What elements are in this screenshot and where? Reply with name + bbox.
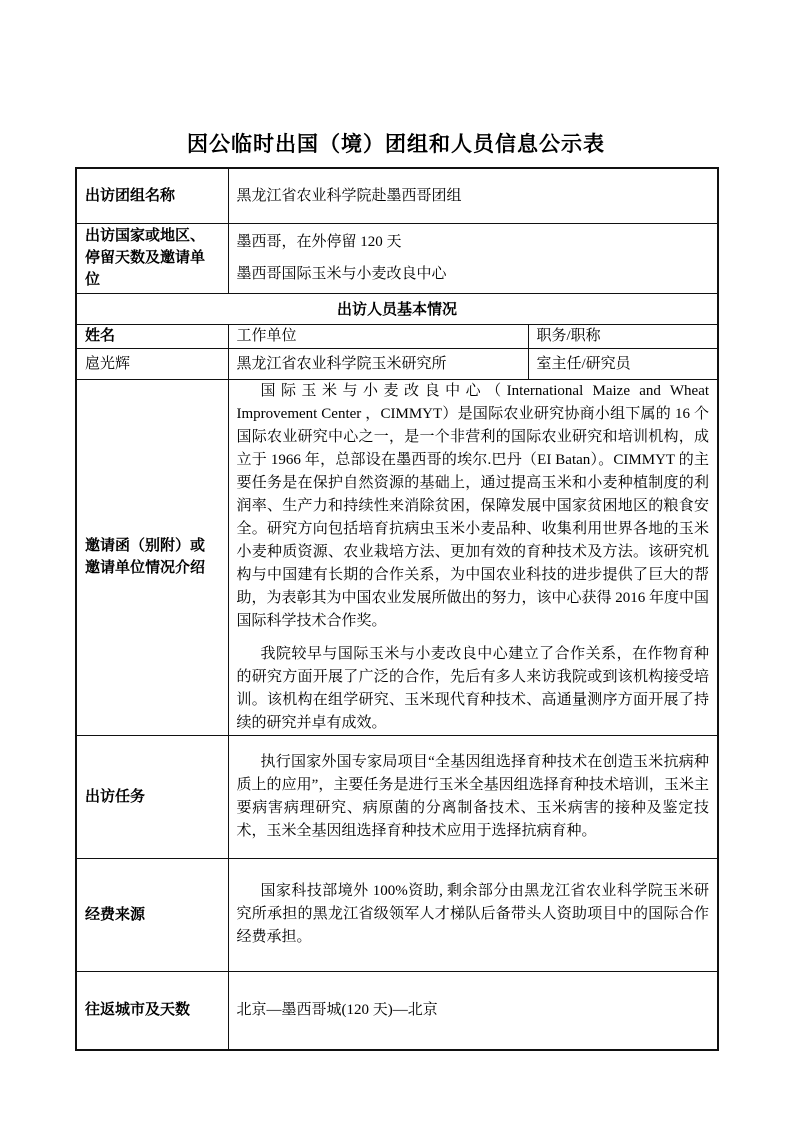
funding-paragraph: 国家科技部境外 100%资助, 剩余部分由黑龙江省农业科学院玉米研究所承担的黑龙江省级领军人才梯队后备带头人资助项目中的国际合作经费承担。 (236, 883, 710, 945)
table-row-group-name (76, 168, 718, 223)
table-row-section-header (76, 293, 718, 324)
table-row-funding (76, 858, 718, 971)
mission-label: 出访任务 (76, 735, 228, 858)
invitation-paragraph-2: 我院较早与国际玉米与小麦改良中心建立了合作关系，在作物育种的研究方面开展了广泛的合作，先后有多人来访我院或到该机构接受培训。该机构在组学研究、玉米现代育种技术、高通量测序方面开展了持续的研究并卓有成效。 (236, 645, 710, 731)
personnel-header-position: 职务/职称 (528, 324, 718, 348)
destination-label: 出访国家或地区、停留天数及邀请单位 (76, 223, 228, 293)
invitation-label: 邀请函（别附）或邀请单位情况介绍 (76, 379, 228, 735)
info-table (75, 167, 719, 1051)
invitation-content (228, 379, 718, 735)
destination-inviting-unit: 墨西哥国际玉米与小麦改良中心 (236, 266, 447, 282)
mission-content (228, 735, 718, 858)
itinerary-label: 往返城市及天数 (76, 971, 228, 1050)
funding-label: 经费来源 (76, 858, 228, 971)
mission-paragraph: 执行国家外国专家局项目“全基因组选择育种技术在创造玉米抗病种质上的应用”，主要任务是进行玉米全基因组选择育种技术培训，玉米主要病害病理研究、病原菌的分离制备技术、玉米病害的接种及鉴定技术，玉米全基因组选择育种技术应用于选择抗病育种。 (236, 753, 710, 839)
table-row-invitation (76, 379, 718, 735)
table-row-itinerary (76, 971, 718, 1050)
destination-country-days: 墨西哥，在外停留 120 天 (236, 234, 402, 250)
group-name-value: 黑龙江省农业科学院赴墨西哥团组 (228, 168, 718, 223)
personnel-position: 室主任/研究员 (528, 348, 718, 379)
table-row-destination (76, 223, 718, 293)
destination-value (228, 223, 718, 293)
page-title: 因公临时出国（境）团组和人员信息公示表 (187, 132, 605, 156)
table-row-personnel (76, 348, 718, 379)
table-row-personnel-header (76, 324, 718, 348)
personnel-header-name: 姓名 (76, 324, 228, 348)
itinerary-value: 北京—墨西哥城(120 天)—北京 (228, 971, 718, 1050)
section-header-personnel: 出访人员基本情况 (76, 293, 718, 324)
personnel-header-work-unit: 工作单位 (228, 324, 528, 348)
invitation-paragraph-1: 国际玉米与小麦改良中心（International Maize and Wheat Improvement Center ，CIMMYT）是国际农业研究协商小组下属的 16 个国际农业研究中心之一，是一个非营利的国际农业研究和培训机构，成立于 1966 年，总部设在墨西哥的埃尔.巴丹（EI Batan）。CIMMYT 的主要任务是在保护自然资源的基础上，通过提高玉米和小麦种植制度的利润率、生产力和持续性来消除贫困，保障发展中国家贫困地区的粮食安全。研究方向包括培育抗病虫玉米小麦品种、收集利用世界各地的玉米小麦种质资源、农业栽培方法、更加有效的育种技术及方法。该研究机构与中国建有长期的合作关系，为中国农业科技的进步提供了巨大的帮助，为表彰其为中国农业发展所做出的努力，该中心获得 2016 年度中国国际科学技术合作奖。 (236, 382, 710, 629)
personnel-work-unit: 黑龙江省农业科学院玉米研究所 (228, 348, 528, 379)
personnel-name: 扈光辉 (76, 348, 228, 379)
table-row-mission (76, 735, 718, 858)
funding-content (228, 858, 718, 971)
group-name-label: 出访团组名称 (76, 168, 228, 223)
